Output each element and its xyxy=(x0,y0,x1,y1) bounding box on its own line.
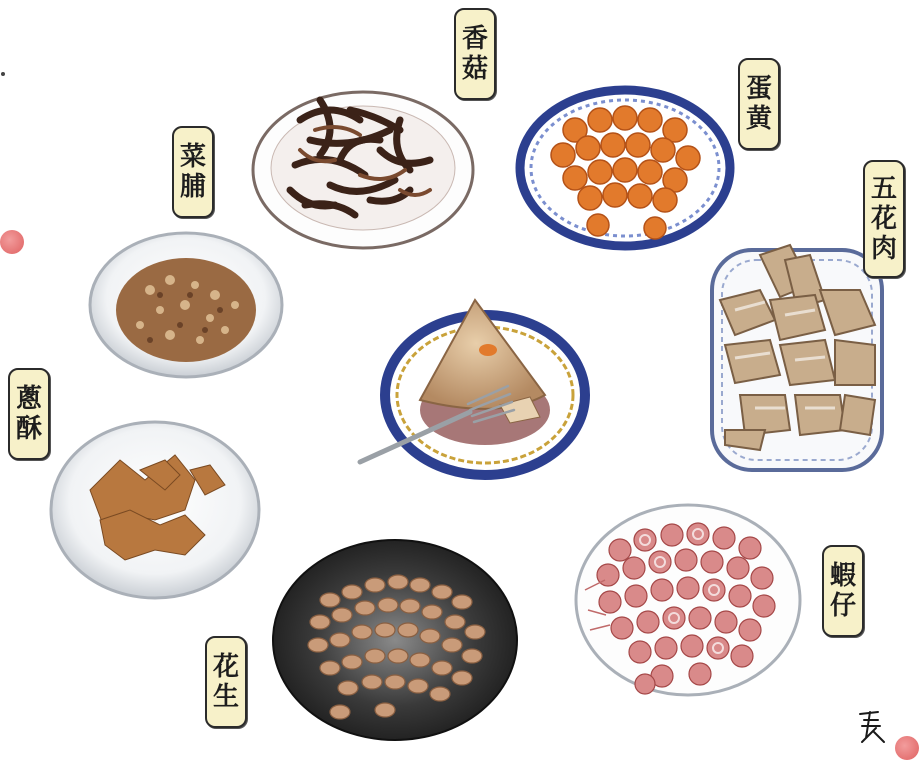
label-dried-radish-char-1: 菜 xyxy=(179,142,206,172)
zongzi-plate xyxy=(360,300,585,475)
label-peanut-char-1: 花 xyxy=(212,652,239,682)
red-seal-left xyxy=(0,230,24,254)
label-dried-radish xyxy=(172,126,214,218)
peanut-plate xyxy=(273,540,517,740)
label-fried-shallot-char-1: 蔥 xyxy=(15,384,42,414)
label-pork-belly-char-3: 肉 xyxy=(870,234,897,264)
label-shiitake xyxy=(454,8,496,100)
dried-shrimp-plate xyxy=(576,505,800,695)
dried-radish-bowl xyxy=(90,233,282,377)
red-seal-corner xyxy=(895,736,919,760)
fried-shallot-plate xyxy=(51,422,259,598)
label-dried-shrimp-char-1: 蝦 xyxy=(829,561,856,591)
label-shiitake-char-1: 香 xyxy=(461,24,488,54)
label-shiitake-char-2: 菇 xyxy=(461,54,488,84)
egg-yolk-plate xyxy=(520,90,730,246)
label-egg-yolk-char-2: 黄 xyxy=(745,104,772,134)
label-fried-shallot xyxy=(8,368,50,460)
label-pork-belly-char-2: 花 xyxy=(870,204,897,234)
label-dried-shrimp-char-2: 仔 xyxy=(829,591,856,621)
label-pork-belly xyxy=(863,160,905,278)
label-egg-yolk xyxy=(738,58,780,150)
label-dried-shrimp xyxy=(822,545,864,637)
label-pork-belly-char-1: 五 xyxy=(870,174,897,204)
label-peanut xyxy=(205,636,247,728)
shiitake-plate xyxy=(253,92,473,248)
label-egg-yolk-char-1: 蛋 xyxy=(745,74,772,104)
label-peanut-char-2: 生 xyxy=(212,682,239,712)
label-fried-shallot-char-2: 酥 xyxy=(15,414,42,444)
pork-belly-plate xyxy=(712,245,882,470)
label-dried-radish-char-2: 脯 xyxy=(179,172,206,202)
artist-signature xyxy=(852,706,896,746)
